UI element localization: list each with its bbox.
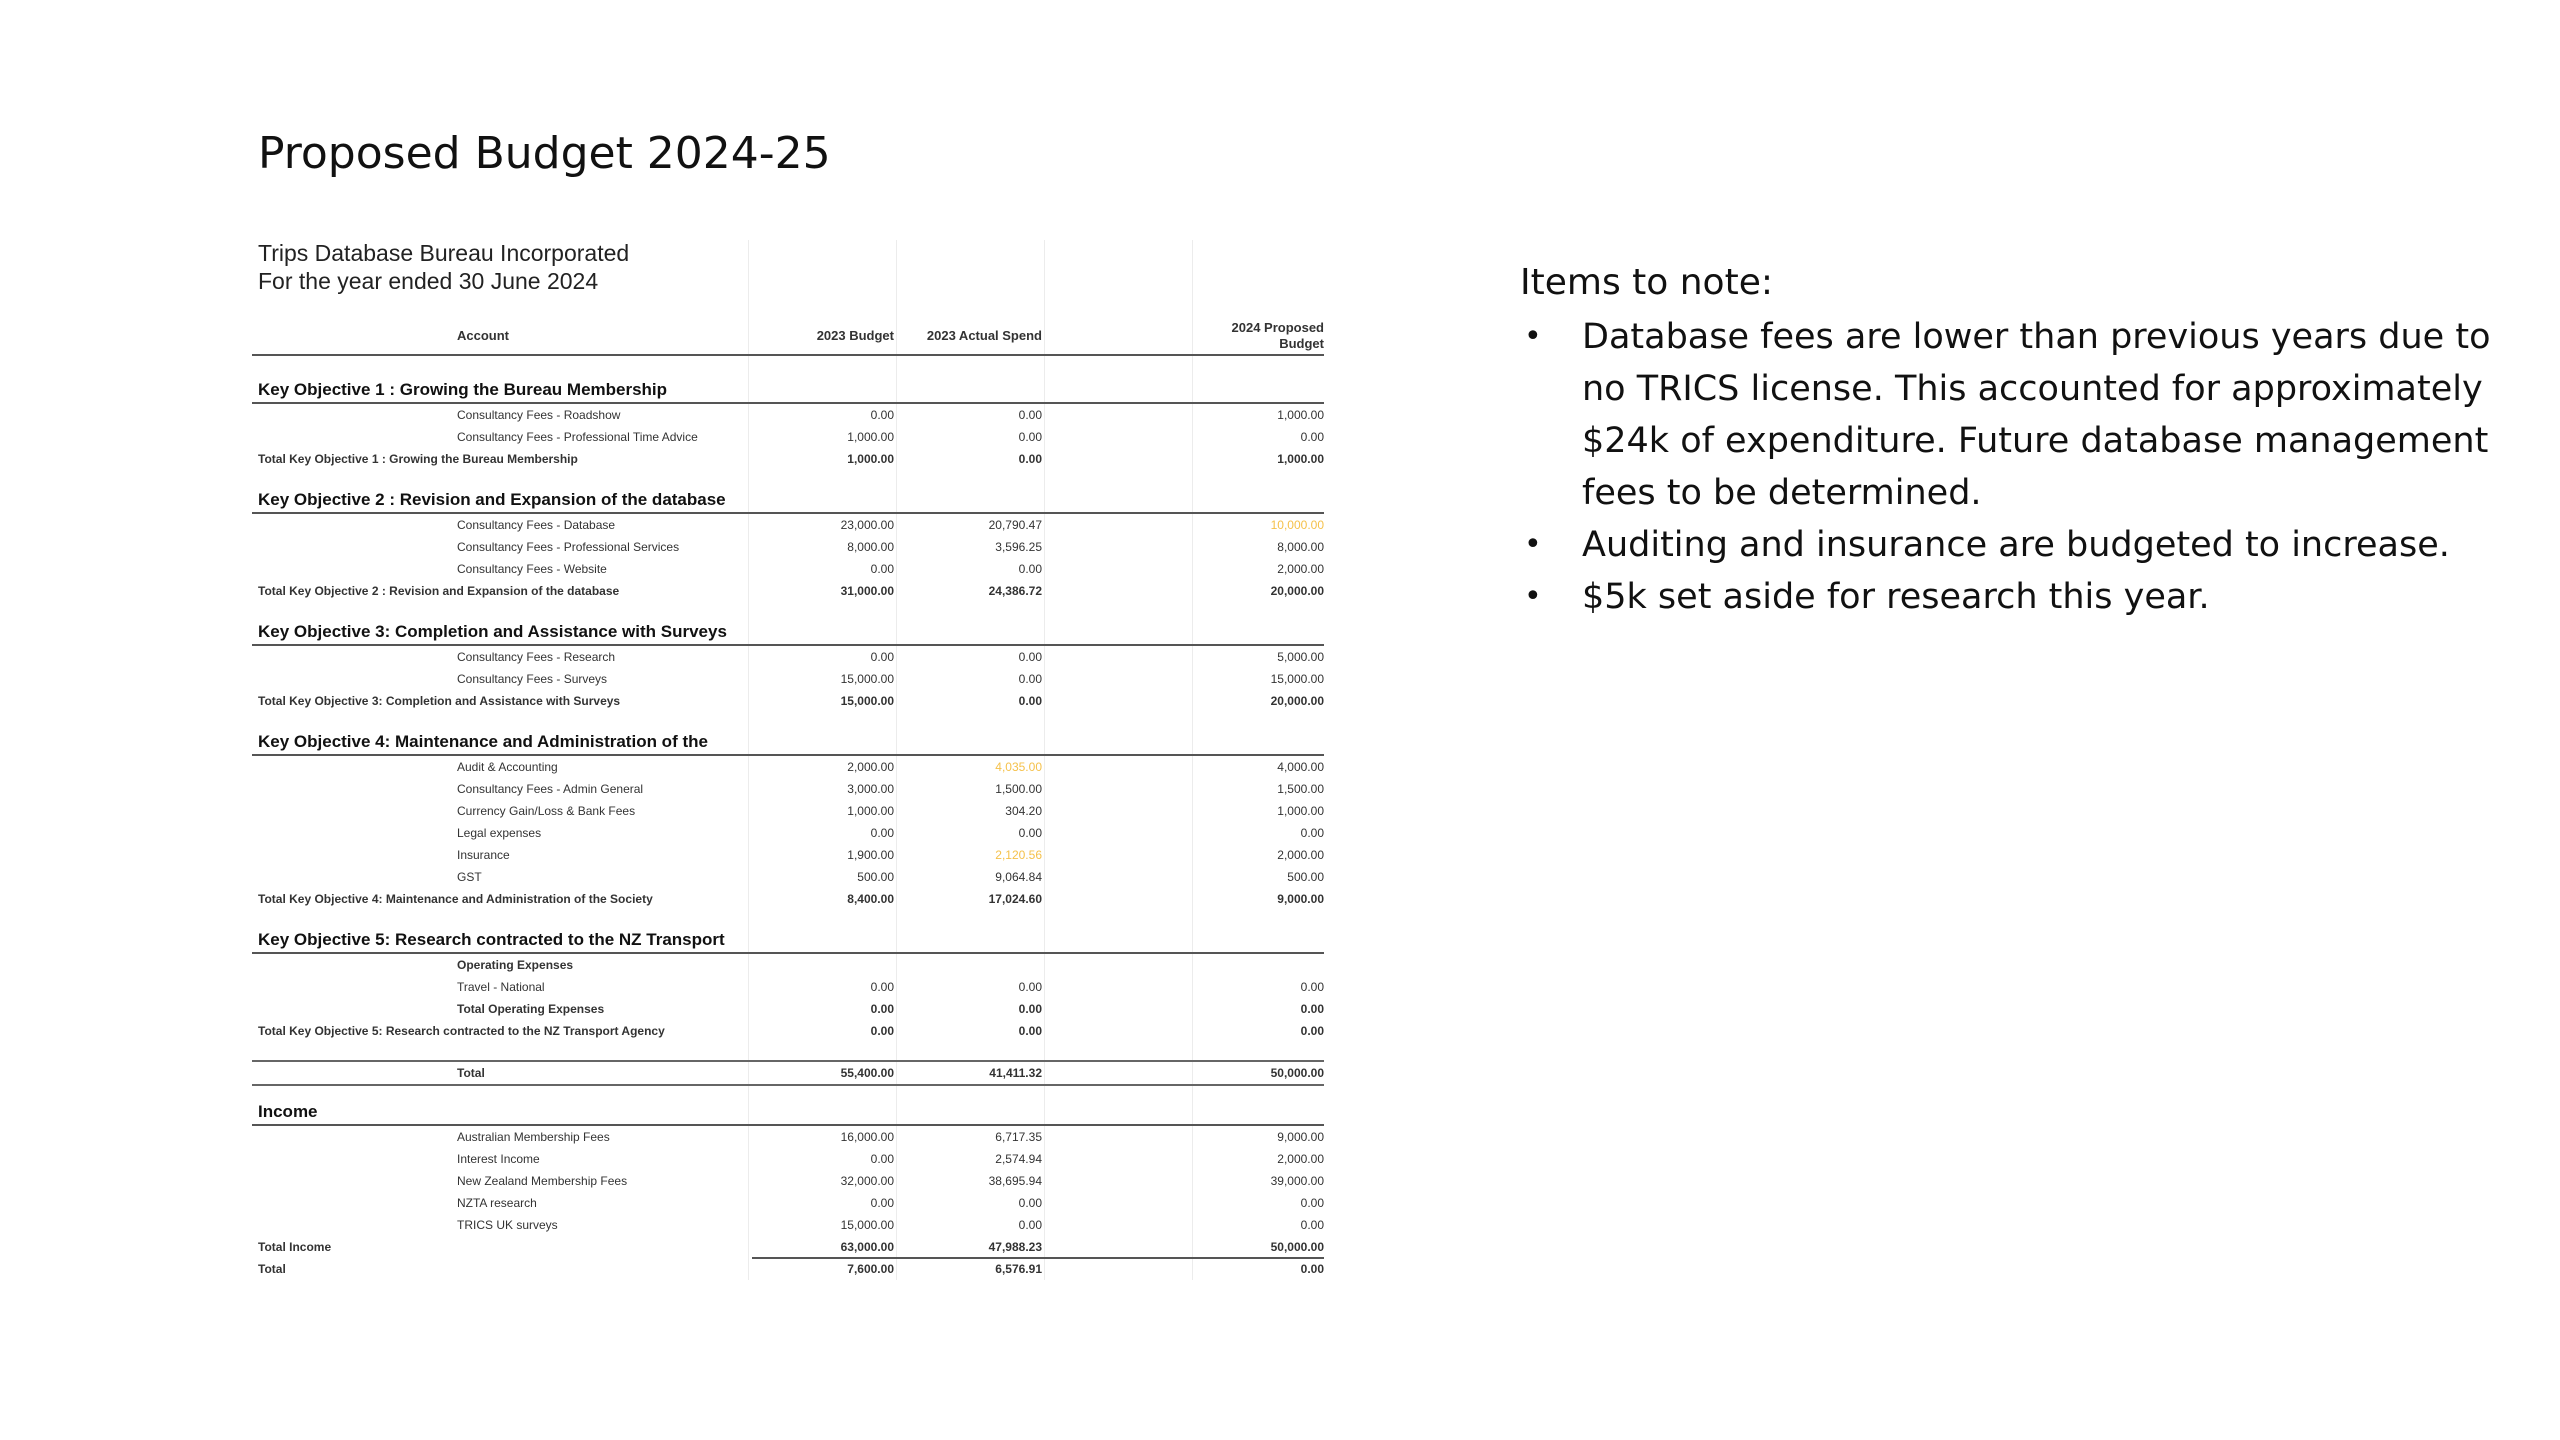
- slide-title: Proposed Budget 2024-25: [258, 128, 831, 179]
- header-proposed-2024-line2: Budget: [1279, 336, 1324, 351]
- budget-spreadsheet: [252, 240, 1324, 1280]
- cell-budget: 500.00: [857, 870, 894, 884]
- cell-actual: 2,120.56: [995, 848, 1042, 862]
- cell-proposed: 0.00: [1300, 430, 1324, 444]
- section-title: Key Objective 5: Research contracted to the NZ Transport: [258, 930, 725, 949]
- cell-actual: 1,500.00: [995, 782, 1042, 796]
- row-label: GST: [457, 870, 482, 884]
- cell-budget: 16,000.00: [840, 1130, 894, 1144]
- cell-actual: 0.00: [1018, 672, 1042, 686]
- cell-proposed: 20,000.00: [1270, 694, 1324, 708]
- header-proposed-2024: 2024 Proposed: [1231, 320, 1324, 335]
- row-label: Interest Income: [457, 1152, 540, 1166]
- row-label: Consultancy Fees - Professional Services: [457, 540, 680, 554]
- note-item: • $5k set aside for research this year.: [1520, 571, 2520, 623]
- cell-actual: 0.00: [1018, 1002, 1042, 1016]
- cell-proposed: 39,000.00: [1270, 1174, 1324, 1188]
- row-label: Currency Gain/Loss & Bank Fees: [457, 804, 636, 818]
- table-row: [252, 778, 1324, 800]
- cell-proposed: 1,000.00: [1277, 804, 1324, 818]
- row-label: Legal expenses: [457, 826, 542, 840]
- row-label: Consultancy Fees - Research: [457, 650, 616, 664]
- cell-budget: 8,000.00: [847, 540, 894, 554]
- org-name: Trips Database Bureau Incorporated: [258, 240, 630, 266]
- row-label: Consultancy Fees - Professional Time Advice: [457, 430, 698, 444]
- table-row: [252, 668, 1324, 690]
- cell-budget: 0.00: [870, 408, 894, 422]
- cell-budget: 7,600.00: [847, 1262, 894, 1276]
- cell-actual: 0.00: [1018, 1218, 1042, 1232]
- row-label: Audit & Accounting: [457, 760, 558, 774]
- cell-actual: 6,717.35: [995, 1130, 1042, 1144]
- cell-budget: 23,000.00: [840, 518, 894, 532]
- row-label: Travel - National: [457, 980, 545, 994]
- table-row: [252, 426, 1324, 448]
- row-label: Consultancy Fees - Roadshow: [457, 408, 621, 422]
- table-row: [252, 646, 1324, 668]
- table-row: [252, 580, 1324, 602]
- bullet-icon: •: [1524, 527, 1542, 562]
- notes-panel: [1520, 262, 2520, 623]
- section-title: Key Objective 4: Maintenance and Administration of the: [258, 732, 708, 751]
- cell-actual: 0.00: [1018, 452, 1042, 466]
- cell-budget: 0.00: [870, 826, 894, 840]
- cell-budget: 0.00: [870, 562, 894, 576]
- notes-heading: Items to note:: [1520, 262, 1773, 303]
- row-label: Consultancy Fees - Admin General: [457, 782, 644, 796]
- cell-proposed: 0.00: [1300, 1262, 1324, 1276]
- table-row: [252, 1126, 1324, 1148]
- cell-actual: 6,576.91: [995, 1262, 1042, 1276]
- cell-actual: 20,790.47: [988, 518, 1042, 532]
- cell-proposed: 4,000.00: [1277, 760, 1324, 774]
- cell-budget: 1,000.00: [847, 804, 894, 818]
- cell-proposed: 9,000.00: [1277, 1130, 1324, 1144]
- cell-actual: 24,386.72: [988, 584, 1042, 598]
- table-row: [252, 1214, 1324, 1236]
- cell-budget: 2,000.00: [847, 760, 894, 774]
- row-label: Total Key Objective 1 : Growing the Bureau Membership: [258, 452, 578, 466]
- row-label: Operating Expenses: [457, 958, 574, 972]
- cell-budget: 3,000.00: [847, 782, 894, 796]
- row-label: Total Operating Expenses: [457, 1002, 605, 1016]
- cell-proposed: 0.00: [1300, 1218, 1324, 1232]
- cell-budget: 15,000.00: [840, 1218, 894, 1232]
- row-label: Australian Membership Fees: [457, 1130, 610, 1144]
- table-row: [252, 800, 1324, 822]
- cell-budget: 15,000.00: [840, 672, 894, 686]
- notes-list: [1520, 311, 2520, 623]
- cell-actual: 0.00: [1018, 650, 1042, 664]
- cell-proposed: 0.00: [1300, 980, 1324, 994]
- cell-proposed: 5,000.00: [1277, 650, 1324, 664]
- table-row: [252, 954, 1324, 976]
- cell-actual: 38,695.94: [988, 1174, 1042, 1188]
- cell-proposed: 50,000.00: [1270, 1066, 1324, 1080]
- row-label: TRICS UK surveys: [457, 1218, 558, 1232]
- table-row: [252, 1192, 1324, 1214]
- row-label: Consultancy Fees - Surveys: [457, 672, 608, 686]
- table-row: [252, 514, 1324, 536]
- cell-actual: 0.00: [1018, 980, 1042, 994]
- period-label: For the year ended 30 June 2024: [258, 268, 599, 294]
- cell-budget: 0.00: [870, 1152, 894, 1166]
- row-label: NZTA research: [457, 1196, 537, 1210]
- table-row: [252, 1170, 1324, 1192]
- cell-budget: 63,000.00: [840, 1240, 894, 1254]
- cell-budget: 32,000.00: [840, 1174, 894, 1188]
- cell-budget: 55,400.00: [840, 1066, 894, 1080]
- cell-actual: 4,035.00: [995, 760, 1042, 774]
- table-row: [252, 888, 1324, 910]
- cell-proposed: 20,000.00: [1270, 584, 1324, 598]
- cell-budget: 31,000.00: [840, 584, 894, 598]
- cell-actual: 304.20: [1005, 804, 1042, 818]
- row-label: Total Key Objective 5: Research contracted to the NZ Transport Agency: [258, 1024, 665, 1038]
- section-title: Key Objective 1 : Growing the Bureau Membership: [258, 380, 668, 399]
- header-actual-2023: 2023 Actual Spend: [926, 328, 1042, 343]
- cell-proposed: 50,000.00: [1270, 1240, 1324, 1254]
- cell-budget: 15,000.00: [840, 694, 894, 708]
- table-row: [252, 558, 1324, 580]
- row-label: Total Key Objective 4: Maintenance and Administration of the Society: [258, 892, 653, 906]
- section-title: Key Objective 3: Completion and Assistance with Surveys: [258, 622, 727, 641]
- cell-proposed: 1,000.00: [1277, 408, 1324, 422]
- table-row: [252, 976, 1324, 998]
- cell-proposed: 0.00: [1300, 1002, 1324, 1016]
- table-row: [252, 1258, 1324, 1280]
- cell-actual: 0.00: [1018, 1196, 1042, 1210]
- row-label: Consultancy Fees - Database: [457, 518, 616, 532]
- cell-proposed: 500.00: [1287, 870, 1324, 884]
- cell-proposed: 9,000.00: [1277, 892, 1324, 906]
- cell-proposed: 10,000.00: [1270, 518, 1324, 532]
- row-label: New Zealand Membership Fees: [457, 1174, 628, 1188]
- note-item: • Database fees are lower than previous years due to no TRICS license. This accounted for approximately $24k of expenditure. Future database management fees to be determined.: [1520, 311, 2520, 519]
- table-row: [252, 866, 1324, 888]
- cell-actual: 17,024.60: [988, 892, 1042, 906]
- cell-budget: 0.00: [870, 1024, 894, 1038]
- cell-actual: 0.00: [1018, 408, 1042, 422]
- cell-actual: 0.00: [1018, 1024, 1042, 1038]
- cell-actual: 47,988.23: [988, 1240, 1042, 1254]
- cell-budget: 8,400.00: [847, 892, 894, 906]
- cell-budget: 0.00: [870, 1196, 894, 1210]
- cell-actual: 9,064.84: [995, 870, 1042, 884]
- table-row: [252, 1236, 1324, 1258]
- cell-proposed: 1,000.00: [1277, 452, 1324, 466]
- table-row: [252, 536, 1324, 558]
- table-row: [252, 404, 1324, 426]
- bullet-icon: •: [1524, 319, 1542, 354]
- cell-proposed: 2,000.00: [1277, 562, 1324, 576]
- row-label: Total: [258, 1262, 286, 1276]
- cell-budget: 1,000.00: [847, 430, 894, 444]
- table-row: [252, 1060, 1324, 1086]
- cell-proposed: 2,000.00: [1277, 1152, 1324, 1166]
- cell-actual: 2,574.94: [995, 1152, 1042, 1166]
- cell-budget: 0.00: [870, 650, 894, 664]
- section-title: Income: [258, 1102, 318, 1121]
- table-row: [252, 756, 1324, 778]
- row-label: Total Key Objective 3: Completion and Assistance with Surveys: [258, 694, 621, 708]
- row-label: Insurance: [457, 848, 510, 862]
- table-row: [252, 998, 1324, 1020]
- cell-proposed: 15,000.00: [1270, 672, 1324, 686]
- cell-proposed: 8,000.00: [1277, 540, 1324, 554]
- cell-budget: 1,900.00: [847, 848, 894, 862]
- section-title: Key Objective 2 : Revision and Expansion of the database: [258, 490, 726, 509]
- table-row: [252, 690, 1324, 712]
- cell-proposed: 0.00: [1300, 1196, 1324, 1210]
- header-account: Account: [457, 328, 509, 343]
- cell-actual: 0.00: [1018, 430, 1042, 444]
- table-row: [252, 448, 1324, 470]
- header-budget-2023: 2023 Budget: [816, 328, 894, 343]
- cell-budget: 1,000.00: [847, 452, 894, 466]
- cell-actual: 41,411.32: [989, 1066, 1042, 1080]
- row-label: Total Key Objective 2 : Revision and Expansion of the database: [258, 584, 620, 598]
- cell-actual: 3,596.25: [995, 540, 1042, 554]
- cell-actual: 0.00: [1018, 562, 1042, 576]
- bullet-icon: •: [1524, 579, 1542, 614]
- row-label: Total Income: [258, 1240, 332, 1254]
- note-item: • Auditing and insurance are budgeted to increase.: [1520, 519, 2520, 571]
- table-row: [252, 822, 1324, 844]
- row-label: Total: [457, 1066, 485, 1080]
- cell-actual: 0.00: [1018, 694, 1042, 708]
- table-row: [252, 844, 1324, 866]
- cell-actual: 0.00: [1018, 826, 1042, 840]
- table-row: [252, 1020, 1324, 1042]
- cell-proposed: 2,000.00: [1277, 848, 1324, 862]
- cell-proposed: 0.00: [1300, 1024, 1324, 1038]
- table-row: [252, 1148, 1324, 1170]
- header-rule: [252, 354, 1324, 356]
- cell-budget: 0.00: [870, 1002, 894, 1016]
- row-label: Consultancy Fees - Website: [457, 562, 607, 576]
- cell-proposed: 0.00: [1300, 826, 1324, 840]
- cell-proposed: 1,500.00: [1277, 782, 1324, 796]
- cell-budget: 0.00: [870, 980, 894, 994]
